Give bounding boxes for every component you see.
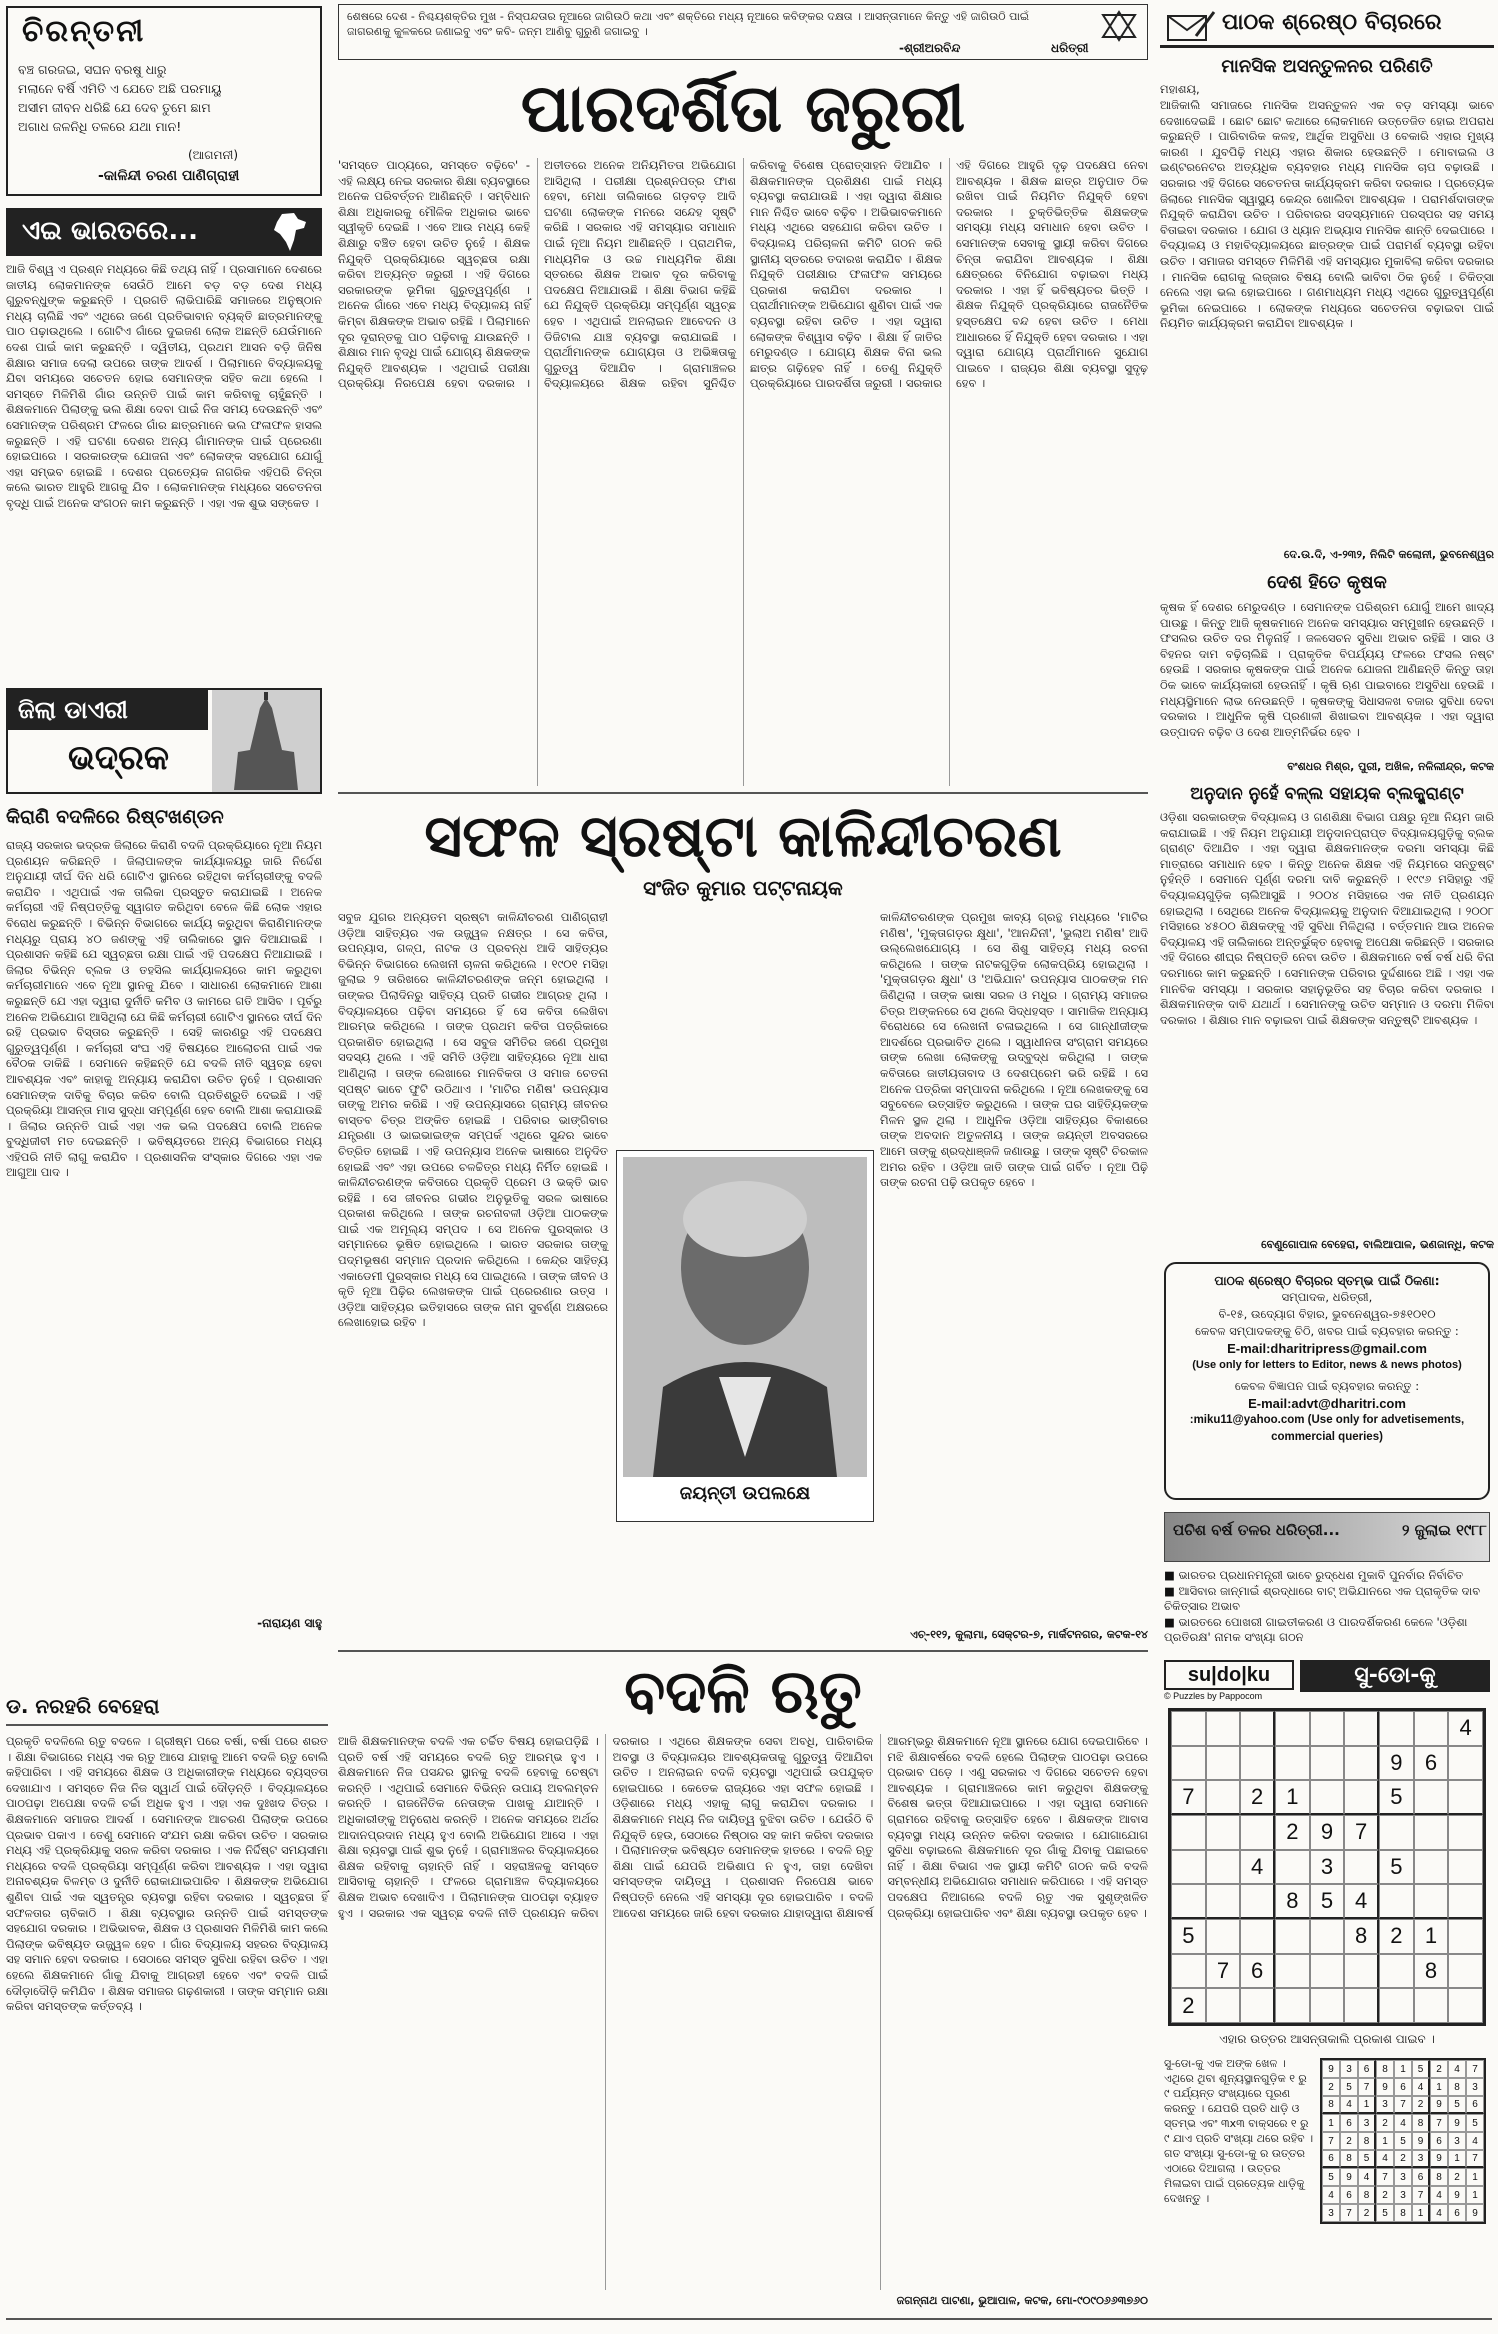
pachisa-item: ■ ଭାରତର ପ୍ରଧାନମନ୍ତ୍ରୀ ଭାବେ ରୁଦ୍ଧେଶ ମୁକାବି ପୁନର୍ବାର ନିର୍ବାଚିତ: [1164, 1568, 1464, 1582]
sudoku-answer-cell: 9: [1340, 2168, 1358, 2186]
sudoku-cell[interactable]: [1448, 1815, 1483, 1850]
sudoku-answer-cell: 7: [1466, 2150, 1484, 2168]
sudoku-answer-cell: 4: [1358, 2168, 1376, 2186]
sudoku-cell[interactable]: [1414, 1711, 1449, 1746]
address-email-3[interactable]: :miku11@yahoo.com (Use only for advetisements, commercial queries): [1189, 1414, 1465, 1443]
sudoku-answer-cell: 4: [1376, 2150, 1394, 2168]
jilla-diary-district: ଭଦ୍ରକ: [68, 738, 170, 778]
sudoku-cell[interactable]: 2: [1171, 1988, 1206, 2023]
sudoku-cell[interactable]: [1171, 1815, 1206, 1850]
sudoku-cell[interactable]: [1206, 1711, 1241, 1746]
article-1-body: 'ସମସ୍ତେ ପାଠ୍ୟରେ, ସମସ୍ତେ ବଢ଼ିବେ' - ଏହି ଲକ୍ଷ୍ୟ ନେଇ ସରକାର ଶିକ୍ଷା ବ୍ୟବସ୍ଥାରେ ଅନେକ ପରିବର୍ତ୍ତନ ଆଣିଛନ୍ତି । ସମ୍ବିଧାନ ଶିକ୍ଷା ଅଧିକାରକୁ ମୌଳିକ ଅଧିକାର ଭାବେ ସ୍ୱୀକୃତି ଦେଇଛି । ଏବେ ଆଉ ମଧ୍ୟ କେହି ଶିକ୍ଷାରୁ ବଞ୍ଚିତ ହେବା ଉଚିତ ନୁହେଁ । ଶିକ୍ଷକ ନିଯୁକ୍ତି ପ୍ରକ୍ରିୟାରେ ସ୍ୱଚ୍ଛତା ରକ୍ଷା କରିବା ଅତ୍ୟନ୍ତ ଜରୁରୀ । ଏହି ଦିଗରେ ସରକାରଙ୍କ ଭୂମିକା ଗୁରୁତ୍ୱପୂର୍ଣ୍ଣ । ଅନେକ ଗାଁରେ ଏବେ ମଧ୍ୟ ବିଦ୍ୟାଳୟ ନାହିଁ କିମ୍ବା ଶିକ୍ଷକଙ୍କ ଅଭାବ ରହିଛି । ପିଲାମାନେ ଦୂର ଦୂରାନ୍ତକୁ ପାଠ ପଢ଼ିବାକୁ ଯାଉଛନ୍ତି । ଶିକ୍ଷାର ମାନ ବୃଦ୍ଧି ପାଇଁ ଯୋଗ୍ୟ ଶିକ୍ଷକଙ୍କ ନିଯୁକ୍ତି ଆବଶ୍ୟକ । ଏଥିପାଇଁ ପରୀକ୍ଷା ପ୍ରକ୍ରିୟା ନିରପେକ୍ଷ ହେବା ଦରକାର । ଅତୀତରେ ଅନେକ ଅନିୟମିତତା ଅଭିଯୋଗ ଆସିଥିଲା । ପରୀକ୍ଷା ପ୍ରଶ୍ନପତ୍ର ଫାଶ ହେବା, ମେଧା ତାଲିକାରେ ଗଡ଼ବଡ଼ ଆଦି ଘଟଣା ଲୋକଙ୍କ ମନରେ ସନ୍ଦେହ ସୃଷ୍ଟି କରିଛି । ସରକାର ଏହି ସମସ୍ୟାର ସମାଧାନ ପାଇଁ ନୂଆ ନିୟମ ଆଣିଛନ୍ତି । ପ୍ରାଥମିକ, ମାଧ୍ୟମିକ ଓ ଉଚ୍ଚ ମାଧ୍ୟମିକ ଶିକ୍ଷା ସ୍ତରରେ ଶିକ୍ଷକ ଅଭାବ ଦୂର କରିବାକୁ ପଦକ୍ଷେପ ନିଆଯାଉଛି । ଶିକ୍ଷା ବିଭାଗ କହିଛି ଯେ ନିଯୁକ୍ତି ପ୍ରକ୍ରିୟା ସମ୍ପୂର୍ଣ୍ଣ ସ୍ୱଚ୍ଛ ହେବ । ଏଥିପାଇଁ ଅନଲାଇନ ଆବେଦନ ଓ ଡିଜିଟାଲ ଯାଞ୍ଚ ବ୍ୟବସ୍ଥା କରାଯାଇଛି । ପ୍ରାର୍ଥୀମାନଙ୍କ ଯୋଗ୍ୟତା ଓ ଅଭିଜ୍ଞତାକୁ ଗୁରୁତ୍ୱ ଦିଆଯିବ । ଗ୍ରାମାଞ୍ଚଳର ବିଦ୍ୟାଳୟରେ ଶିକ୍ଷକ ରହିବା ସୁନିଶ୍ଚିତ କରିବାକୁ ବିଶେଷ ପ୍ରୋତ୍ସାହନ ଦିଆଯିବ । ଶିକ୍ଷକମାନଙ୍କ ପ୍ରଶିକ୍ଷଣ ପାଇଁ ମଧ୍ୟ ବ୍ୟବସ୍ଥା କରାଯାଉଛି । ଏହା ଦ୍ୱାରା ଶିକ୍ଷାର ମାନ ନିଶ୍ଚିତ ଭାବେ ବଢ଼ିବ । ଅଭିଭାବକମାନେ ମଧ୍ୟ ଏଥିରେ ସହଯୋଗ କରିବା ଉଚିତ । ବିଦ୍ୟାଳୟ ପରିଚାଳନା କମିଟି ଗଠନ କରି ସ୍ଥାନୀୟ ସ୍ତରରେ ତଦାରଖ କରାଯିବ । ଶିକ୍ଷକ ନିଯୁକ୍ତି ପରୀକ୍ଷାର ଫଳାଫଳ ସମୟରେ ପ୍ରକାଶ କରାଯିବା ଦରକାର । ପ୍ରାର୍ଥୀମାନଙ୍କ ଅଭିଯୋଗ ଶୁଣିବା ପାଇଁ ଏକ ବ୍ୟବସ୍ଥା ରହିବା ଉଚିତ । ଏହା ଦ୍ୱାରା ଲୋକଙ୍କ ବିଶ୍ୱାସ ବଢ଼ିବ । ଶିକ୍ଷା ହିଁ ଜାତିର ମେରୁଦଣ୍ଡ । ଯୋଗ୍ୟ ଶିକ୍ଷକ ବିନା ଭଲ ଛାତ୍ର ଗଢ଼ିହେବ ନାହିଁ । ତେଣୁ ନିଯୁକ୍ତି ପ୍ରକ୍ରିୟାରେ ପାରଦର୍ଶିତା ଜରୁରୀ । ସରକାର ଏହି ଦିଗରେ ଆହୁରି ଦୃଢ଼ ପଦକ୍ଷେପ ନେବା ଆବଶ୍ୟକ । ଶିକ୍ଷକ ଛାତ୍ର ଅନୁପାତ ଠିକ ରଖିବା ପାଇଁ ନିୟମିତ ନିଯୁକ୍ତି ହେବା ଦରକାର । ଚୁକ୍ତିଭିତ୍ତିକ ଶିକ୍ଷକଙ୍କ ସମସ୍ୟା ମଧ୍ୟ ସମାଧାନ ହେବା ଉଚିତ । ସେମାନଙ୍କ ସେବାକୁ ସ୍ଥାୟୀ କରିବା ଦିଗରେ ଚିନ୍ତା କରାଯିବା ଆବଶ୍ୟକ । ଶିକ୍ଷା କ୍ଷେତ୍ରରେ ବିନିଯୋଗ ବଢ଼ାଇବା ମଧ୍ୟ ଦରକାର । ଏହା ହିଁ ଭବିଷ୍ୟତର ଭିତ୍ତି । ଶିକ୍ଷକ ନିଯୁକ୍ତି ପ୍ରକ୍ରିୟାରେ ରାଜନୈତିକ ହସ୍ତକ୍ଷେପ ବନ୍ଦ ହେବା ଉଚିତ । ମେଧା ଆଧାରରେ ହିଁ ନିଯୁକ୍ତି ହେବା ଦରକାର । ଏହା ଦ୍ୱାରା ଯୋଗ୍ୟ ପ୍ରାର୍ଥୀମାନେ ସୁଯୋଗ ପାଇବେ । ରାଜ୍ୟର ଶିକ୍ଷା ବ୍ୟବସ୍ଥା ସୁଦୃଢ଼ ହେବ ।: [338, 158, 1152, 391]
sudoku-answer-cell: 2: [1448, 2168, 1466, 2186]
sudoku-answer-cell: 1: [1322, 2114, 1340, 2132]
address-title: ପାଠକ ଶ୍ରେଷ୍ଠ ବିଚାରର ସ୍ତମ୍ଭ ପାଇଁ ଠିକଣା:: [1214, 1273, 1440, 1288]
sudoku-answer-cell: 8: [1376, 2060, 1394, 2078]
sudoku-cell[interactable]: [1448, 1919, 1483, 1954]
sudoku-cell[interactable]: [1448, 1988, 1483, 2023]
sudoku-cell[interactable]: [1448, 1746, 1483, 1781]
portrait-photo: [623, 1157, 867, 1477]
ei-bharatare-bar: [6, 208, 322, 256]
pathaka-signer-3: ବେଣୁଗୋପାଳ ବେହେରା, ବାଲିଆପାଳ, ଭଣଜାନ୍ଧି, କଟକ: [1261, 1238, 1494, 1251]
sudoku-cell[interactable]: [1310, 1954, 1345, 1989]
chirantani-box: [6, 6, 322, 196]
narahari-body: ଆଜି ଶିକ୍ଷକମାନଙ୍କ ବଦଳି ଏକ ଚର୍ଚ୍ଚିତ ବିଷୟ ହୋଇପଡ଼ିଛି । ପ୍ରତି ବର୍ଷ ଏହି ସମୟରେ ବଦଳି ଋତୁ ଆରମ୍ଭ ହୁଏ । ଶିକ୍ଷକମାନେ ନିଜ ପସନ୍ଦର ସ୍ଥାନକୁ ବଦଳି ହେବାକୁ ଚେଷ୍ଟା କରନ୍ତି । ଏଥିପାଇଁ ସେମାନେ ବିଭିନ୍ନ ଉପାୟ ଅବଲମ୍ବନ କରନ୍ତି । ରାଜନୈତିକ ନେତାଙ୍କ ପାଖକୁ ଯାଆନ୍ତି । ଅଧିକାରୀଙ୍କୁ ଅନୁରୋଧ କରନ୍ତି । ଅନେକ ସମୟରେ ଅର୍ଥର ଆଦାନପ୍ରଦାନ ମଧ୍ୟ ହୁଏ ବୋଲି ଅଭିଯୋଗ ଆସେ । ଏହା ଶିକ୍ଷା ବ୍ୟବସ୍ଥା ପାଇଁ ଶୁଭ ନୁହେଁ । ଗ୍ରାମାଞ୍ଚଳର ବିଦ୍ୟାଳୟରେ ଶିକ୍ଷକ ରହିବାକୁ ଚାହାନ୍ତି ନାହିଁ । ସହରାଞ୍ଚଳକୁ ସମସ୍ତେ ଆସିବାକୁ ଚାହାନ୍ତି । ଫଳରେ ଗ୍ରାମାଞ୍ଚଳ ବିଦ୍ୟାଳୟରେ ଶିକ୍ଷକ ଅଭାବ ଦେଖାଦିଏ । ପିଲାମାନଙ୍କ ପାଠପଢ଼ା ବ୍ୟାହତ ହୁଏ । ସରକାର ଏକ ସ୍ୱଚ୍ଛ ବଦଳି ନୀତି ପ୍ରଣୟନ କରିବା ଦରକାର । ଏଥିରେ ଶିକ୍ଷକଙ୍କ ସେବା ଅବଧି, ପାରିବାରିକ ଅବସ୍ଥା ଓ ବିଦ୍ୟାଳୟର ଆବଶ୍ୟକତାକୁ ଗୁରୁତ୍ୱ ଦିଆଯିବା ଉଚିତ । ଅନଲାଇନ ବଦଳି ବ୍ୟବସ୍ଥା ଏଥିପାଇଁ ଉପଯୁକ୍ତ ହୋଇପାରେ । କେତେକ ରାଜ୍ୟରେ ଏହା ସଫଳ ହୋଇଛି । ଓଡ଼ିଶାରେ ମଧ୍ୟ ଏହାକୁ ଲାଗୁ କରାଯିବା ଦରକାର । ଶିକ୍ଷକମାନେ ମଧ୍ୟ ନିଜ ଦାୟିତ୍ୱ ବୁଝିବା ଉଚିତ । ଯେଉଁଠି ବି ନିଯୁକ୍ତି ହେଉ, ସେଠାରେ ନିଷ୍ଠାର ସହ କାମ କରିବା ଦରକାର । ପିଲାମାନଙ୍କ ଭବିଷ୍ୟତ ସେମାନଙ୍କ ହାତରେ । ବଦଳି ଋତୁ ଶିକ୍ଷା ପାଇଁ ଯେପରି ଅଭିଶାପ ନ ହୁଏ, ତାହା ଦେଖିବା ସମସ୍ତଙ୍କ ଦାୟିତ୍ୱ । ପ୍ରଶାସନ ନିରପେକ୍ଷ ଭାବେ ନିଷ୍ପତ୍ତି ନେଲେ ଏହି ସମସ୍ୟା ଦୂର ହୋଇପାରିବ । ବଦଳି ଆଦେଶ ସମୟରେ ଜାରି ହେବା ଦରକାର ଯାହାଦ୍ୱାରା ଶିକ୍ଷାବର୍ଷ ଆରମ୍ଭରୁ ଶିକ୍ଷକମାନେ ନୂଆ ସ୍ଥାନରେ ଯୋଗ ଦେଇପାରିବେ । ମଝି ଶିକ୍ଷାବର୍ଷରେ ବଦଳି ହେଲେ ପିଲାଙ୍କ ପାଠପଢ଼ା ଉପରେ ପ୍ରଭାବ ପଡ଼େ । ଏଣୁ ସରକାର ଏ ଦିଗରେ ସଚେତନ ହେବା ଆବଶ୍ୟକ । ଗ୍ରାମାଞ୍ଚଳରେ କାମ କରୁଥିବା ଶିକ୍ଷକଙ୍କୁ ବିଶେଷ ଭତ୍ତା ଦିଆଯାଇପାରେ । ଏହା ଦ୍ୱାରା ସେମାନେ ଗ୍ରାମରେ ରହିବାକୁ ଉତ୍ସାହିତ ହେବେ । ଶିକ୍ଷକଙ୍କ ଆବାସ ବ୍ୟବସ୍ଥା ମଧ୍ୟ ଉନ୍ନତ କରିବା ଦରକାର । ଯୋଗାଯୋଗ ସୁବିଧା ବଢ଼ାଇଲେ ଶିକ୍ଷକମାନେ ଦୂର ଗାଁକୁ ଯିବାକୁ ପଛାଇବେ ନାହିଁ । ଶିକ୍ଷା ବିଭାଗ ଏକ ସ୍ଥାୟୀ କମିଟି ଗଠନ କରି ବଦଳି ସମ୍ବନ୍ଧୀୟ ଅଭିଯୋଗର ସମାଧାନ କରିପାରେ । ଏହି ସମସ୍ତ ପଦକ୍ଷେପ ନିଆଗଲେ ବଦଳି ଋତୁ ଏକ ସୁଶୃଙ୍ଖଳିତ ପ୍ରକ୍ରିୟା ହୋଇପାରିବ ଏବଂ ଶିକ୍ଷା ବ୍ୟବସ୍ଥା ଉପକୃତ ହେବ ।: [338, 1734, 1152, 1920]
sudoku-answer-cell: 2: [1412, 2096, 1430, 2114]
sudoku-answer-cell: 2: [1376, 2114, 1394, 2132]
article-2-body-a: ସବୁଜ ଯୁଗର ଅନ୍ୟତମ ସ୍ରଷ୍ଟା କାଳିନ୍ଦୀଚରଣ ପାଣିଗ୍ରାହୀ ଓଡ଼ିଆ ସାହିତ୍ୟର ଏକ ଉଜ୍ଜ୍ୱଳ ନକ୍ଷତ୍ର । ସେ କବିତା, ଉପନ୍ୟାସ, ଗଳ୍ପ, ନାଟକ ଓ ପ୍ରବନ୍ଧ ଆଦି ସାହିତ୍ୟର ବିଭିନ୍ନ ବିଭାଗରେ ଲେଖନୀ ଚାଳନା କରିଥିଲେ । ୧୯୦୧ ମସିହା ଜୁଲାଇ ୨ ତାରିଖରେ କାଳିନ୍ଦୀଚରଣଙ୍କ ଜନ୍ମ ହୋଇଥିଲା । ତାଙ୍କର ପିଲାଦିନରୁ ସାହିତ୍ୟ ପ୍ରତି ଗଭୀର ଆଗ୍ରହ ଥିଲା । ବିଦ୍ୟାଳୟରେ ପଢ଼ିବା ସମୟରେ ହିଁ ସେ କବିତା ଲେଖିବା ଆରମ୍ଭ କରିଥିଲେ । ତାଙ୍କ ପ୍ରଥମ କବିତା ପତ୍ରିକାରେ ପ୍ରକାଶିତ ହୋଇଥିଲା । ସେ ସବୁଜ ସମିତିର ଜଣେ ପ୍ରମୁଖ ସଦସ୍ୟ ଥିଲେ । ଏହି ସମିତି ଓଡ଼ିଆ ସାହିତ୍ୟରେ ନୂଆ ଧାରା ଆଣିଥିଲା । ତାଙ୍କ ଲେଖାରେ ମାନବିକତା ଓ ସମାଜ ଚେତନା ସ୍ପଷ୍ଟ ଭାବେ ଫୁଟି ଉଠିଥାଏ । 'ମାଟିର ମଣିଷ' ଉପନ୍ୟାସ ତାଙ୍କୁ ଅମର କରିଛି । ଏହି ଉପନ୍ୟାସରେ ଗ୍ରାମ୍ୟ ଜୀବନର ବାସ୍ତବ ଚିତ୍ର ଅଙ୍କିତ ହୋଇଛି । ପରିବାର ଭାଙ୍ଗିବାର ଯନ୍ତ୍ରଣା ଓ ଭାଇଭାଇଙ୍କ ସମ୍ପର୍କ ଏଥିରେ ସୁନ୍ଦର ଭାବେ ଚିତ୍ରିତ ହୋଇଛି । ଏହି ଉପନ୍ୟାସ ଅନେକ ଭାଷାରେ ଅନୁଦିତ ହୋଇଛି ଏବଂ ଏହା ଉପରେ ଚଳଚ୍ଚିତ୍ର ମଧ୍ୟ ନିର୍ମିତ ହୋଇଛି । କାଳିନ୍ଦୀଚରଣଙ୍କ କବିତାରେ ପ୍ରକୃତି ପ୍ରେମ ଓ ଭକ୍ତି ଭାବ ରହିଛି । ସେ ଜୀବନର ଗଭୀର ଅନୁଭୂତିକୁ ସରଳ ଭାଷାରେ ପ୍ରକାଶ କରିଥିଲେ । ତାଙ୍କ ରଚନାବଳୀ ଓଡ଼ିଆ ପାଠକଙ୍କ ପାଇଁ ଏକ ଅମୂଲ୍ୟ ସମ୍ପଦ । ସେ ଅନେକ ପୁରସ୍କାର ଓ ସମ୍ମାନରେ ଭୂଷିତ ହୋଇଥିଲେ । ଭାରତ ସରକାର ତାଙ୍କୁ ପଦ୍ମଭୂଷଣ ସମ୍ମାନ ପ୍ରଦାନ କରିଥିଲେ । କେନ୍ଦ୍ର ସାହିତ୍ୟ ଏକାଡେମୀ ପୁରସ୍କାର ମଧ୍ୟ ସେ ପାଇଥିଲେ । ତାଙ୍କ ଜୀବନ ଓ କୃତି ନୂଆ ପିଢ଼ିର ଲେଖକଙ୍କ ପାଇଁ ପ୍ରେରଣାର ଉତ୍ସ । ଓଡ଼ିଆ ସାହିତ୍ୟର ଇତିହାସରେ ତାଙ୍କ ନାମ ସୁବର୍ଣ୍ଣ ଅକ୍ଷରରେ ଲେଖାହୋଇ ରହିବ ।: [338, 910, 612, 1330]
sudoku-grid[interactable]: [1168, 1708, 1486, 2026]
sudoku-answer-cell: 7: [1466, 2060, 1484, 2078]
sudoku-answer-cell: 7: [1394, 2096, 1412, 2114]
narahari-title: ଡ. ନରହରି ବେହେରା: [6, 1694, 160, 1718]
pathaka-letter-3: ଓଡ଼ିଶା ସରକାରଙ୍କ ବିଦ୍ୟାଳୟ ଓ ଗଣଶିକ୍ଷା ବିଭାଗ ପକ୍ଷରୁ ନୂଆ ନିୟମ ଜାରି କରାଯାଇଛି । ଏହି ନିୟମ ଅନୁଯାୟୀ ଅନୁଦାନପ୍ରାପ୍ତ ବିଦ୍ୟାଳୟଗୁଡ଼ିକୁ ବ୍ଲକ ଗ୍ରାଣ୍ଟ ଦିଆଯିବ । ଏହା ଦ୍ୱାରା ଶିକ୍ଷକମାନଙ୍କ ଦରମା ସମସ୍ୟା କିଛି ମାତ୍ରାରେ ସମାଧାନ ହେବ । କିନ୍ତୁ ଅନେକ ଶିକ୍ଷକ ଏହି ନିୟମରେ ସନ୍ତୁଷ୍ଟ ନୁହଁନ୍ତି । ସେମାନେ ପୂର୍ଣ୍ଣ ଦରମା ଦାବି କରୁଛନ୍ତି । ୧୯୯୬ ମସିହାରୁ ଏହି ବିଦ୍ୟାଳୟଗୁଡ଼ିକ ଚାଲିଆସୁଛି । ୨୦୦୪ ମସିହାରେ ଏକ ନୀତି ପ୍ରଣୟନ ହୋଇଥିଲା । ସେଥିରେ ଅନେକ ବିଦ୍ୟାଳୟକୁ ଅନୁଦାନ ଦିଆଯାଇଥିଲା । ୨୦୦୮ ମସିହାରେ ୪୫୦୦ ଶିକ୍ଷକଙ୍କୁ ଏହି ସୁବିଧା ମିଳିଥିଲା । ବର୍ତ୍ତମାନ ଆଉ ଅନେକ ବିଦ୍ୟାଳୟ ଏହି ତାଲିକାରେ ଅନ୍ତର୍ଭୁକ୍ତ ହେବାକୁ ଅପେକ୍ଷା କରିଛନ୍ତି । ସରକାର ଏହି ଦିଗରେ ଶୀଘ୍ର ନିଷ୍ପତ୍ତି ନେବା ଉଚିତ । ଶିକ୍ଷକମାନେ ବର୍ଷ ବର୍ଷ ଧରି ବିନା ଦରମାରେ କାମ କରୁଛନ୍ତି । ସେମାନଙ୍କ ପରିବାର ଦୁର୍ଦ୍ଦଶାରେ ଅଛି । ଏହା ଏକ ମାନବିକ ସମସ୍ୟା । ସରକାର ସହାନୁଭୂତିର ସହ ବିଚାର କରିବା ଦରକାର । ଶିକ୍ଷକମାନଙ୍କ ଦାବି ଯଥାର୍ଥ । ସେମାନଙ୍କୁ ଉଚିତ ସମ୍ମାନ ଓ ଦରମା ମିଳିବା ଦରକାର । ଶିକ୍ଷାର ମାନ ବଢ଼ାଇବା ପାଇଁ ଶିକ୍ଷକଙ୍କ ସନ୍ତୁଷ୍ଟି ଆବଶ୍ୟକ ।: [1160, 810, 1498, 1027]
sudoku-cell[interactable]: 7: [1171, 1780, 1206, 1815]
sudoku-cell[interactable]: [1379, 1954, 1414, 1989]
pathaka-header: [1160, 4, 1494, 48]
sudoku-cell[interactable]: 7: [1206, 1954, 1241, 1989]
ei-bharatare-body: ଆଜି ବିଶ୍ୱ ଏ ପ୍ରଶ୍ନ ମଧ୍ୟରେ କିଛି ତଥ୍ୟ ନାହିଁ । ପ୍ରସାମାନେ ଦେଶରେ ଜାତୀୟ ଲୋକମାନଙ୍କ ସେଉଁଠି ଆମେ ବଡ଼ ବଡ଼ ଦେଶ ମଧ୍ୟ ଗୁରୁବନ୍ଧୁଙ୍କ କରୁଛନ୍ତି । ପ୍ରଗତି ଲାଭିପାରିଛି ସମାଜରେ ଅନୁଷ୍ଠାନ ମଧ୍ୟ ଚାଲିଛି ଏବଂ ଏଥିରେ ଜଣେ ପ୍ରତିଭାବାନ ବ୍ୟକ୍ତି ଛାତ୍ରମାନଙ୍କୁ ପାଠ ପଢ଼ାଉଥିଲେ । ଗୋଟିଏ ଗାଁରେ ଦୁଇଜଣ ଲୋକ ଅଛନ୍ତି ଯେଉଁମାନେ ଦେଶ ପାଇଁ କାମ କରୁଛନ୍ତି । ଦ୍ୱିତୀୟ, ପ୍ରଥମ ଆସନ ବଡ଼ି ଜିନିଷ ଶିକ୍ଷାର ସମାଜ ଦେଲା ଉପରେ ତାଙ୍କ ଆଦର୍ଶ । ପିଲାମାନେ ବିଦ୍ୟାଳୟକୁ ଯିବା ସମୟରେ ସଚେତନ ହୋଇ ସେମାନଙ୍କ ସହିତ କଥା ହେଲେ । ସମସ୍ତେ ମିଳିମିଶି ଗାଁର ଉନ୍ନତି ପାଇଁ କାମ କରିବାକୁ ଚାହୁଁଛନ୍ତି । ଶିକ୍ଷକମାନେ ପିଲାଙ୍କୁ ଭଲ ଶିକ୍ଷା ଦେବା ପାଇଁ ନିଜ ସମୟ ଦେଉଛନ୍ତି ଏବଂ ସେମାନଙ୍କ ପରିଶ୍ରମ ଫଳରେ ଗାଁର ଛାତ୍ରମାନେ ଭଲ ଫଳାଫଳ ହାସଲ କରୁଛନ୍ତି । ଏହି ଘଟଣା ଦେଶର ଅନ୍ୟ ଗାଁମାନଙ୍କ ପାଇଁ ପ୍ରେରଣା ହୋଇପାରେ । ସରକାରଙ୍କ ଯୋଜନା ଏବଂ ଲୋକଙ୍କ ସହଯୋଗ ଯୋଗୁଁ ଏହା ସମ୍ଭବ ହୋଇଛି । ଦେଶର ପ୍ରତ୍ୟେକ ନାଗରିକ ଏହିପରି ଚିନ୍ତା କଲେ ଭାରତ ଆହୁରି ଆଗକୁ ଯିବ । ଲୋକମାନଙ୍କ ମଧ୍ୟରେ ସଚେତନତା ବୃଦ୍ଧି ପାଇଁ ଅନେକ ସଂଗଠନ କାମ କରୁଛନ୍ତି । ଏହା ଏକ ଶୁଭ ସଙ୍କେତ ।: [6, 262, 326, 510]
sudoku-header: [1164, 1660, 1490, 1702]
sudoku-cell[interactable]: [1344, 1711, 1379, 1746]
sudoku-cell[interactable]: [1240, 1919, 1275, 1954]
sudoku-cell[interactable]: 2: [1275, 1815, 1310, 1850]
sudoku-cell[interactable]: 3: [1310, 1850, 1345, 1885]
sudoku-answer-cell: 5: [1358, 2150, 1376, 2168]
top-quote-box: [338, 4, 1148, 60]
sudoku-answer-cell: 1: [1358, 2096, 1376, 2114]
sudoku-answer-cell: 7: [1340, 2204, 1358, 2222]
sudoku-answer-cell: 2: [1358, 2204, 1376, 2222]
sudoku-cell[interactable]: [1414, 1780, 1449, 1815]
sudoku-cell[interactable]: [1379, 1988, 1414, 2023]
sudoku-answer-cell: 8: [1358, 2132, 1376, 2150]
sudoku-answer-cell: 9: [1448, 2114, 1466, 2132]
kirani-body: ରାଜ୍ୟ ସରକାର ଭଦ୍ରକ ଜିଲାରେ କିରାଣି ବଦଳି ପ୍ରକ୍ରିୟାରେ ନୂଆ ନିୟମ ପ୍ରଣୟନ କରିଛନ୍ତି । ଜିଲାପାଳଙ୍କ କାର୍ଯ୍ୟାଳୟରୁ ଜାରି ନିର୍ଦ୍ଦେଶ ଅନୁଯାୟୀ ଦୀର୍ଘ ଦିନ ଧରି ଗୋଟିଏ ସ୍ଥାନରେ ରହିଥିବା କର୍ମଚାରୀଙ୍କୁ ବଦଳି କରାଯିବ । ଏଥିପାଇଁ ଏକ ତାଲିକା ପ୍ରସ୍ତୁତ କରାଯାଇଛି । ଅନେକ କର୍ମଚାରୀ ଏହି ନିଷ୍ପତ୍ତିକୁ ସ୍ୱାଗତ କରିଥିବା ବେଳେ କିଛି ଲୋକ ଏହାର ବିରୋଧ କରୁଛନ୍ତି । ବିଭିନ୍ନ ବିଭାଗରେ କାର୍ଯ୍ୟ କରୁଥିବା କିରାଣିମାନଙ୍କ ମଧ୍ୟରୁ ପ୍ରାୟ ୪୦ ଜଣଙ୍କୁ ଏହି ତାଲିକାରେ ସ୍ଥାନ ଦିଆଯାଇଛି । ପ୍ରଶାସନ କହିଛି ଯେ ସ୍ୱଚ୍ଛତା ରକ୍ଷା ପାଇଁ ଏହି ପଦକ୍ଷେପ ନିଆଯାଇଛି । ଜିଲାର ବିଭିନ୍ନ ବ୍ଲକ ଓ ତହସିଲ କାର୍ଯ୍ୟାଳୟରେ କାମ କରୁଥିବା କର୍ମଚାରୀମାନେ ଏବେ ନୂଆ ସ୍ଥାନକୁ ଯିବେ । ସାଧାରଣ ଲୋକମାନେ ଆଶା କରୁଛନ୍ତି ଯେ ଏହା ଦ୍ୱାରା ଦୁର୍ନୀତି କମିବ ଓ କାମରେ ଗତି ଆସିବ । ପୂର୍ବରୁ ଅନେକ ଅଭିଯୋଗ ଆସିଥିଲା ଯେ କିଛି କର୍ମଚାରୀ ଗୋଟିଏ ସ୍ଥାନରେ ଦୀର୍ଘ ଦିନ ରହି ପ୍ରଭାବ ବିସ୍ତାର କରୁଛନ୍ତି । ସେହି କାରଣରୁ ଏହି ପଦକ୍ଷେପ ଗୁରୁତ୍ୱପୂର୍ଣ୍ଣ । କର୍ମଚାରୀ ସଂଘ ଏହି ବିଷୟରେ ଆଲୋଚନା ପାଇଁ ଏକ ବୈଠକ ଡାକିଛି । ସେମାନେ କହିଛନ୍ତି ଯେ ବଦଳି ନୀତି ସ୍ୱଚ୍ଛ ହେବା ଆବଶ୍ୟକ ଏବଂ କାହାକୁ ଅନ୍ୟାୟ କରାଯିବା ଉଚିତ ନୁହେଁ । ପ୍ରଶାସନ ସେମାନଙ୍କ ଦାବିକୁ ବିଚାର କରିବ ବୋଲି ପ୍ରତିଶ୍ରୁତି ଦେଇଛି । ଏହି ପ୍ରକ୍ରିୟା ଆସନ୍ତା ମାସ ସୁଦ୍ଧା ସମ୍ପୂର୍ଣ୍ଣ ହେବ ବୋଲି ଆଶା କରାଯାଉଛି । ଜିଲାର ଉନ୍ନତି ପାଇଁ ଏହା ଏକ ଭଲ ପଦକ୍ଷେପ ବୋଲି ଅନେକ ବୁଦ୍ଧିଜୀବୀ ମତ ଦେଇଛନ୍ତି । ଭବିଷ୍ୟତରେ ଅନ୍ୟ ବିଭାଗରେ ମଧ୍ୟ ଏହିପରି ନୀତି ଲାଗୁ କରାଯିବ । ପ୍ରଶାସନିକ ସଂସ୍କାର ଦିଗରେ ଏହା ଏକ ଆଗୁଆ ପାଦ ।: [6, 838, 326, 1180]
sudoku-cell[interactable]: [1310, 1919, 1345, 1954]
sudoku-answer-cell: 2: [1430, 2060, 1448, 2078]
pathaka-subtitle-2: ଦେଶ ହିତେ କୃଷକ: [1267, 572, 1387, 593]
sudoku-answer-cell: 1: [1466, 2168, 1484, 2186]
sudoku-answer-cell: 8: [1412, 2114, 1430, 2132]
address-box: [1164, 1262, 1490, 1500]
sudoku-title: ସୁ-ଡୋ-କୁ: [1300, 1660, 1490, 1692]
pathaka-subtitle-3: ଅନୁଦାନ ନୁହେଁ ବଳ୍ଲ ସହାୟକ ବ୍ଲକ୍ଗ୍ରାଣ୍ଟ: [1190, 784, 1464, 804]
sudoku-answer-cell: 7: [1322, 2132, 1340, 2150]
sudoku-answer-cell: 3: [1466, 2078, 1484, 2096]
sudoku-answer-cell: 7: [1412, 2186, 1430, 2204]
pachisa-date: ୨ ଜୁଲାଇ ୧୯୮୮: [1401, 1521, 1487, 1539]
sudoku-cell[interactable]: [1379, 1884, 1414, 1919]
chirantani-source: (ଆଗମନୀ): [188, 148, 239, 162]
sudoku-cell[interactable]: [1414, 1815, 1449, 1850]
sudoku-cell[interactable]: [1275, 1919, 1310, 1954]
sudoku-cell[interactable]: 6: [1414, 1746, 1449, 1781]
sudoku-cell[interactable]: 4: [1240, 1850, 1275, 1885]
sudoku-answer-cell: 2: [1376, 2186, 1394, 2204]
sudoku-cell[interactable]: [1206, 1815, 1241, 1850]
sudoku-cell[interactable]: [1275, 1746, 1310, 1781]
sudoku-answer-cell: 5: [1412, 2060, 1430, 2078]
sudoku-answer-cell: 8: [1340, 2150, 1358, 2168]
top-quote-text: ଶେଷରେ ଦେଶ - ନିଶ୍ଚୟଶକ୍ତିର ମୁଖ - ନିସ୍ପନ୍ଦତାର ନୂଆରେ ଜାଗିଉଠି କଥା ଏବଂ ଶକ୍ତିରେ ମଧ୍ୟ ନୂଆରେ କବିଙ୍କର ଦକ୍ଷତା । ଆସନ୍ତାମାନେ କିନ୍ତୁ ଏହି ଜାଗିଉଠି ପାଇଁ ଜାଗରଣକୁ କୁଳକରେ ଜଣାଇବୁ ଏବଂ କବି- ଜନ୍ମ ଆଣିବୁ ଗୁରୁଣି ଜଗାଇବୁ ।: [347, 10, 1030, 38]
envelope-pen-icon: [1166, 10, 1216, 42]
sudoku-cell[interactable]: [1171, 1954, 1206, 1989]
sudoku-answer-cell: 9: [1430, 2150, 1448, 2168]
sudoku-cell[interactable]: [1206, 1884, 1241, 1919]
sudoku-cell[interactable]: 6: [1240, 1954, 1275, 1989]
sudoku-answer-cell: 3: [1394, 2168, 1412, 2186]
pachisa-banner: [1164, 1512, 1490, 1562]
sudoku-cell[interactable]: [1240, 1815, 1275, 1850]
sudoku-answer-cell: 4: [1466, 2132, 1484, 2150]
headline-2: ସଫଳ ସ୍ରଷ୍ଟା କାଳିନ୍ଦୀଚରଣ: [424, 802, 1062, 870]
article-2-address: ଏଚ୍-୧୧୨, କୁଲାମା, ସେକ୍ଟର-୭, ମାର୍କଟନଗର, କଟକ-୧୪: [910, 1628, 1148, 1641]
sudoku-answer-cell: 4: [1430, 2204, 1448, 2222]
sudoku-cell[interactable]: 9: [1310, 1815, 1345, 1850]
sudoku-cell[interactable]: [1448, 1884, 1483, 1919]
sudoku-answer-cell: 1: [1412, 2204, 1430, 2222]
sudoku-answer-cell: 1: [1394, 2060, 1412, 2078]
sudoku-cell[interactable]: [1240, 1711, 1275, 1746]
pachisa-item: ■ ଭାରତରେ ପୋଖରୀ ଗାଇତୀକରଣ ଓ ପାରଦର୍ଶିକରଣ କେଳେ 'ଓଡ଼ିଶା ପ୍ରତିରକ୍ଷ' ନାମକ ସଂଖ୍ୟା ଗଠନ: [1164, 1614, 1468, 1644]
sudoku-answer-cell: 8: [1322, 2096, 1340, 2114]
sudoku-cell[interactable]: 5: [1310, 1884, 1345, 1919]
pathaka-subtitle-1: ମାନସିକ ଅସନ୍ତୁଳନର ପରିଣତି: [1221, 56, 1433, 77]
sudoku-cell[interactable]: 5: [1379, 1850, 1414, 1885]
sudoku-cell[interactable]: [1310, 1988, 1345, 2023]
sudoku-answer-cell: 9: [1430, 2096, 1448, 2114]
sudoku-answer-cell: 3: [1412, 2150, 1430, 2168]
sudoku-cell[interactable]: [1344, 1954, 1379, 1989]
pathaka-letter-1: ଆଜିକାଲି ସମାଜରେ ମାନସିକ ଅସନ୍ତୁଳନ ଏକ ବଡ଼ ସମସ୍ୟା ଭାବେ ଦେଖାଦେଇଛି । ଛୋଟ ଛୋଟ କଥାରେ ଲୋକମାନେ ଉତ୍ତେଜିତ ହୋଇ ଅପରାଧ କରୁଛନ୍ତି । ପାରିବାରିକ କଳହ, ଆର୍ଥିକ ଅସୁବିଧା ଓ ବେକାରି ଏହାର ମୁଖ୍ୟ କାରଣ । ଯୁବପିଢ଼ି ମଧ୍ୟ ଏହାର ଶିକାର ହେଉଛନ୍ତି । ମୋବାଇଲ ଓ ଇଣ୍ଟରନେଟର ଅତ୍ୟଧିକ ବ୍ୟବହାର ମଧ୍ୟ ମାନସିକ ଚାପ ବଢ଼ାଉଛି । ସରକାର ଏହି ଦିଗରେ ସଚେତନତା କାର୍ଯ୍ୟକ୍ରମ କରିବା ଦରକାର । ପ୍ରତ୍ୟେକ ଜିଲାରେ ମାନସିକ ସ୍ୱାସ୍ଥ୍ୟ କେନ୍ଦ୍ର ଖୋଲିବା ଆବଶ୍ୟକ । ପରାମର୍ଶଦାତାଙ୍କ ନିଯୁକ୍ତି କରାଯିବା ଉଚିତ । ପରିବାରର ସଦସ୍ୟମାନେ ପରସ୍ପର ସହ ସମୟ ବିତାଇବା ଦରକାର । ଯୋଗ ଓ ଧ୍ୟାନ ଅଭ୍ୟାସ ମାନସିକ ଶାନ୍ତି ଦେଇପାରେ । ବିଦ୍ୟାଳୟ ଓ ମହାବିଦ୍ୟାଳୟରେ ଛାତ୍ରଙ୍କ ପାଇଁ ପରାମର୍ଶ ବ୍ୟବସ୍ଥା ରହିବା ଉଚିତ । ସମାଜର ସମସ୍ତେ ମିଳିମିଶି ଏହି ସମସ୍ୟାର ମୁକାବିଲା କରିବା ଦରକାର । ମାନସିକ ରୋଗକୁ ଲଜ୍ଜାର ବିଷୟ ବୋଲି ଭାବିବା ଠିକ ନୁହେଁ । ଚିକିତ୍ସା ନେଲେ ଏହା ଭଲ ହୋଇପାରେ । ଗଣମାଧ୍ୟମ ମଧ୍ୟ ଏଥିରେ ଗୁରୁତ୍ୱପୂର୍ଣ୍ଣ ଭୂମିକା ନେଇପାରେ । ଲୋକଙ୍କ ମଧ୍ୟରେ ସଚେତନତା ବଢ଼ାଇବା ପାଇଁ ନିୟମିତ କାର୍ଯ୍ୟକ୍ରମ କରାଯିବା ଆବଶ୍ୟକ ।: [1160, 98, 1498, 331]
address-line-4: କେବଳ ବିଜ୍ଞାପନ ପାଇଁ ବ୍ୟବହାର କରନ୍ତୁ :: [1234, 1379, 1420, 1393]
sudoku-answer-cell: 1: [1376, 2132, 1394, 2150]
sudoku-answer-cell: 3: [1448, 2132, 1466, 2150]
narahari-side: ପ୍ରକୃତି ବଦଳିଲେ ଋତୁ ବଦଳେ । ଗ୍ରୀଷ୍ମ ପରେ ବର୍ଷା, ବର୍ଷା ପରେ ଶରତ । ଶିକ୍ଷା ବିଭାଗରେ ମଧ୍ୟ ଏକ ଋତୁ ଆସେ ଯାହାକୁ ଆମେ ବଦଳି ଋତୁ ବୋଲି କହିପାରିବା । ଏହି ସମୟରେ ଶିକ୍ଷକ ଓ ଅଧିକାରୀଙ୍କ ମଧ୍ୟରେ ବ୍ୟସ୍ତତା ଦେଖାଯାଏ । ସମସ୍ତେ ନିଜ ନିଜ ସ୍ୱାର୍ଥ ପାଇଁ ଦୌଡ଼ନ୍ତି । ବିଦ୍ୟାଳୟରେ ପାଠପଢ଼ା ଅପେକ୍ଷା ବଦଳି ଚର୍ଚ୍ଚା ଅଧିକ ହୁଏ । ଏହା ଏକ ଦୁଃଖଦ ଚିତ୍ର । ଶିକ୍ଷକମାନେ ସମାଜର ଆଦର୍ଶ । ସେମାନଙ୍କ ଆଚରଣ ପିଲାଙ୍କ ଉପରେ ପ୍ରଭାବ ପକାଏ । ତେଣୁ ସେମାନେ ସଂଯମ ରକ୍ଷା କରିବା ଉଚିତ । ସରକାର ମଧ୍ୟ ଏହି ପ୍ରକ୍ରିୟାକୁ ସରଳ କରିବା ଦରକାର । ଏକ ନିର୍ଦ୍ଦିଷ୍ଟ ସମୟସୀମା ମଧ୍ୟରେ ବଦଳି ପ୍ରକ୍ରିୟା ସମ୍ପୂର୍ଣ୍ଣ କରିବା ଆବଶ୍ୟକ । ଏହା ଦ୍ୱାରା ଅନାବଶ୍ୟକ ବିଳମ୍ବ ଓ ଦୁର୍ନୀତି ରୋକାଯାଇପାରିବ । ଶିକ୍ଷକଙ୍କ ଅଭିଯୋଗ ଶୁଣିବା ପାଇଁ ଏକ ସ୍ୱତନ୍ତ୍ର ବ୍ୟବସ୍ଥା ରହିବା ଦରକାର । ସ୍ୱଚ୍ଛତା ହିଁ ସଫଳତାର ଚାବିକାଠି । ଶିକ୍ଷା ବ୍ୟବସ୍ଥାର ଉନ୍ନତି ପାଇଁ ସମସ୍ତଙ୍କ ସହଯୋଗ ଦରକାର । ଅଭିଭାବକ, ଶିକ୍ଷକ ଓ ପ୍ରଶାସନ ମିଳିମିଶି କାମ କଲେ ପିଲାଙ୍କ ଭବିଷ୍ୟତ ଉଜ୍ଜ୍ୱଳ ହେବ । ଗାଁର ବିଦ୍ୟାଳୟ ସହରର ବିଦ୍ୟାଳୟ ସହ ସମାନ ହେବା ଦରକାର । ସେଠାରେ ସମସ୍ତ ସୁବିଧା ରହିବା ଉଚିତ । ଏହା ହେଲେ ଶିକ୍ଷକମାନେ ଗାଁକୁ ଯିବାକୁ ଆଗ୍ରହୀ ହେବେ ଏବଂ ବଦଳି ପାଇଁ ଦୌଡ଼ାଦୌଡ଼ି କମିଯିବ । ଶିକ୍ଷକ ସମାଜର ଗଢ଼ଣକାରୀ । ତାଙ୍କ ସମ୍ମାନ ରକ୍ଷା କରିବା ସମସ୍ତଙ୍କ କର୍ତ୍ତବ୍ୟ ।: [6, 1734, 332, 2014]
sudoku-answer-cell: 2: [1322, 2078, 1340, 2096]
sudoku-answer-cell: 4: [1322, 2186, 1340, 2204]
sudoku-cell[interactable]: 2: [1379, 1919, 1414, 1954]
sudoku-cell[interactable]: 8: [1344, 1919, 1379, 1954]
pachisa-item: ■ ଆସିବାର ଜାନ୍ମାଇଁ ଶ୍ରଦ୍ଧାରେ ବାଟ୍ ଅଭିଯାନରେ ଏକ ପ୍ରାକୃତିକ ଦାବ ଚିକିତ୍ସାର ଅଭାବ: [1164, 1583, 1481, 1613]
sudoku-answer-cell: 5: [1448, 2096, 1466, 2114]
sudoku-answer-cell: 9: [1466, 2204, 1484, 2222]
sudoku-cell[interactable]: [1379, 1815, 1414, 1850]
sudoku-answer-cell: 1: [1466, 2186, 1484, 2204]
chirantani-poem: ବଞ୍ଚ ଗରଜଇ, ସଘନ ବରଷୁ ଧାରୁ ମଲାନେ ବର୍ଷି ଏମିତି ଏ ଯେତେ ଅଛି ପରମାୟୁ ଅସୀମ ଜୀବନ ଧରିଛି ଯେ ଦେବ ତୁମେ ଛାମ ଅଗାଧ ଜଳନିଧି ତଳରେ ଯଥା ମାନ!: [18, 62, 222, 134]
sudoku-answer-cell: 7: [1430, 2114, 1448, 2132]
sudoku-answer-cell: 4: [1430, 2186, 1448, 2204]
temple-image: [212, 690, 320, 792]
sudoku-answer-cell: 2: [1340, 2132, 1358, 2150]
sudoku-rules: ସୁ-ଡୋ-କୁ ଏକ ଅଙ୍କ ଖେଳ । ଏଥିରେ ଥିବା ଶୂନ୍ୟସ୍ଥାନଗୁଡ଼ିକ ୧ ରୁ ୯ ପର୍ଯ୍ୟନ୍ତ ସଂଖ୍ୟାରେ ପୂରଣ କରନ୍ତୁ । ଯେପରି ପ୍ରତି ଧାଡ଼ି ଓ ସ୍ତମ୍ଭ ଏବଂ ୩x୩ ବାକ୍ସରେ ୧ ରୁ ୯ ଯାଏ ପ୍ରତି ସଂଖ୍ୟା ଥରେ ରହିବ । ଗତ ସଂଖ୍ୟା ସୁ-ଡୋ-କୁ ର ଉତ୍ତର ଏଠାରେ ଦିଆଗଲା । ଉତ୍ତର ମିଳାଇବା ପାଇଁ ପ୍ରତ୍ୟେକ ଧାଡ଼ିକୁ ଦେଖନ୍ତୁ ।: [1164, 2057, 1314, 2205]
sudoku-cell[interactable]: [1414, 1884, 1449, 1919]
pathaka-signer-2: ବଂଶଧର ମିଶ୍ର, ପୁରୀ, ଅଖିଳ, ନଳିଲୀନ୍ଦ୍ର, କଟକ: [1287, 760, 1494, 773]
sudoku-cell[interactable]: 1: [1275, 1780, 1310, 1815]
sudoku-cell[interactable]: [1275, 1711, 1310, 1746]
india-map-icon: [268, 210, 312, 254]
sudoku-answer-cell: 6: [1448, 2204, 1466, 2222]
sudoku-cell[interactable]: 8: [1414, 1954, 1449, 1989]
sudoku-answer-cell: 9: [1412, 2132, 1430, 2150]
sudoku-answer-cell: 8: [1394, 2204, 1412, 2222]
sudoku-cell[interactable]: [1448, 1954, 1483, 1989]
narahari-address: ଜଗନ୍ନାଥ ପାଟଣା, ଭୁଆପାଳ, କଟକ, ମୋ-୯୦୯୦୬୬୩୭୬୦: [896, 2294, 1148, 2307]
sudoku-answer-cell: 9: [1448, 2186, 1466, 2204]
sudoku-cell[interactable]: [1275, 1850, 1310, 1885]
sudoku-answer-cell: 6: [1322, 2150, 1340, 2168]
sudoku-answer-cell: 6: [1430, 2132, 1448, 2150]
kirani-title: କିରାଣି ବଦଳିରେ ରିଷ୍ଟଖଣ୍ଡନ: [6, 806, 224, 828]
pachisa-label: ପଚିଶ ବର୍ଷ ତଳର ଧରିତ୍ରୀ...: [1173, 1521, 1340, 1539]
sudoku-answer-cell: 2: [1394, 2150, 1412, 2168]
sudoku-answer-cell: 8: [1448, 2078, 1466, 2096]
address-line-3: କେବଳ ସମ୍ପାଦକଙ୍କୁ ଚିଠି, ଖବର ପାଇଁ ବ୍ୟବହାର କରନ୍ତୁ :: [1195, 1324, 1459, 1338]
sudoku-cell[interactable]: [1310, 1746, 1345, 1781]
sudoku-cell[interactable]: [1344, 1988, 1379, 2023]
photo-frame: [616, 1150, 874, 1522]
sudoku-answer-cell: 1: [1430, 2078, 1448, 2096]
sudoku-answer-cell: 5: [1466, 2114, 1484, 2132]
sudoku-answer-note: ଏହାର ଉତ୍ତର ଆସନ୍ତାକାଲି ପ୍ରକାଶ ପାଇବ ।: [1219, 2032, 1435, 2046]
sudoku-cell[interactable]: [1275, 1954, 1310, 1989]
sudoku-answer-cell: 7: [1376, 2168, 1394, 2186]
address-note-1: (Use only for letters to Editor, news & news photos): [1192, 1359, 1462, 1371]
divider-1: [338, 792, 1148, 794]
top-quote-logo: ଧରିତ୍ରୀ: [1051, 41, 1089, 55]
sudoku-cell[interactable]: [1206, 1850, 1241, 1885]
sudoku-cell[interactable]: [1206, 1919, 1241, 1954]
sudoku-cell[interactable]: 7: [1344, 1815, 1379, 1850]
star-of-david-icon: [1099, 11, 1139, 41]
sudoku-cell[interactable]: 1: [1414, 1919, 1449, 1954]
sudoku-cell[interactable]: [1240, 1988, 1275, 2023]
sudoku-answer-cell: 6: [1466, 2096, 1484, 2114]
pathaka-signer-1: ଦେ.ଉ.ଦି, ଏ-୨୩୨, ନିଲିଟି କଲୋନୀ, ଭୁବନେଶ୍ୱର: [1283, 548, 1494, 561]
top-quote-author: -ଶ୍ରୀଅରବିନ୍ଦ: [899, 41, 961, 55]
sudoku-credit: © Puzzles by Pappocom: [1164, 1691, 1263, 1701]
sudoku-cell[interactable]: [1414, 1988, 1449, 2023]
sudoku-cell[interactable]: [1379, 1711, 1414, 1746]
byline-2: ସଂଜିତ କୁମାର ପଟ୍ଟନାୟକ: [643, 876, 843, 900]
sudoku-answer-cell: 5: [1394, 2132, 1412, 2150]
sudoku-cell[interactable]: [1344, 1746, 1379, 1781]
sudoku-answer-cell: 8: [1358, 2186, 1376, 2204]
sudoku-answer-cell: 6: [1394, 2078, 1412, 2096]
sudoku-cell[interactable]: [1310, 1780, 1345, 1815]
sudoku-cell[interactable]: [1448, 1850, 1483, 1885]
sudoku-cell[interactable]: [1310, 1711, 1345, 1746]
photo-caption: ଜୟନ୍ତୀ ଉପଲକ୍ଷେ: [679, 1483, 811, 1504]
chirantani-title: ଚିରନ୍ତନୀ: [22, 14, 146, 49]
sudoku-cell[interactable]: 2: [1240, 1780, 1275, 1815]
sudoku-cell[interactable]: [1414, 1850, 1449, 1885]
sudoku-answer-cell: 3: [1340, 2060, 1358, 2078]
sudoku-answer-cell: 3: [1322, 2204, 1340, 2222]
sudoku-answer-cell: 4: [1394, 2114, 1412, 2132]
sudoku-cell[interactable]: [1171, 1746, 1206, 1781]
chirantani-author: -କାଳିନ୍ଦୀ ଚରଣ ପାଣିଗ୍ରାହୀ: [98, 168, 240, 184]
sudoku-cell[interactable]: [1206, 1746, 1241, 1781]
sudoku-answer-cell: 4: [1340, 2096, 1358, 2114]
headline-1: ପାରଦର୍ଶିତା ଜରୁରୀ: [520, 70, 966, 147]
sudoku-answer-cell: 4: [1412, 2078, 1430, 2096]
sudoku-logo: su|do|ku: [1164, 1660, 1294, 1690]
address-line-1: ସମ୍ପାଦକ, ଧରିତ୍ରୀ,: [1281, 1290, 1373, 1304]
sudoku-cell[interactable]: [1171, 1711, 1206, 1746]
sudoku-answer-cell: 5: [1340, 2078, 1358, 2096]
sudoku-cell[interactable]: [1240, 1884, 1275, 1919]
sudoku-answer-cell: 9: [1322, 2060, 1340, 2078]
address-email-1[interactable]: E-mail:dharitripress@gmail.com: [1227, 1341, 1427, 1356]
pathaka-salutation: ମହାଶୟ,: [1160, 82, 1200, 96]
sudoku-answer-cell: 5: [1376, 2204, 1394, 2222]
sudoku-answer-cell: 4: [1448, 2060, 1466, 2078]
sudoku-answer-cell: 3: [1394, 2186, 1412, 2204]
pachisa-items: [1164, 1568, 1490, 1646]
jilla-diary-box: [6, 688, 322, 794]
sudoku-cell[interactable]: [1344, 1850, 1379, 1885]
sudoku-cell[interactable]: 5: [1379, 1780, 1414, 1815]
sudoku-answer-cell: 3: [1358, 2114, 1376, 2132]
sudoku-cell[interactable]: [1275, 1988, 1310, 2023]
sudoku-cell[interactable]: 9: [1379, 1746, 1414, 1781]
sudoku-answer-cell: 8: [1430, 2168, 1448, 2186]
sudoku-cell[interactable]: [1171, 1850, 1206, 1885]
sudoku-cell[interactable]: [1448, 1780, 1483, 1815]
sudoku-cell[interactable]: 5: [1171, 1919, 1206, 1954]
narahari-rule: [6, 1724, 328, 1726]
sudoku-answer-cell: 6: [1340, 2186, 1358, 2204]
pathaka-letter-2: କୃଷକ ହିଁ ଦେଶର ମେରୁଦଣ୍ଡ । ସେମାନଙ୍କ ପରିଶ୍ରମ ଯୋଗୁଁ ଆମେ ଖାଦ୍ୟ ପାଉଛୁ । କିନ୍ତୁ ଆଜି କୃଷକମାନେ ଅନେକ ସମସ୍ୟାର ସମ୍ମୁଖୀନ ହେଉଛନ୍ତି । ଫସଲର ଉଚିତ ଦର ମିଳୁନାହିଁ । ଜଳସେଚନ ସୁବିଧା ଅଭାବ ରହିଛି । ସାର ଓ ବିହନର ଦାମ ବଢ଼ିଚାଲିଛି । ପ୍ରାକୃତିକ ବିପର୍ଯ୍ୟୟ ଫଳରେ ଫସଲ ନଷ୍ଟ ହେଉଛି । ସରକାର କୃଷକଙ୍କ ପାଇଁ ଅନେକ ଯୋଜନା ଆଣିଛନ୍ତି କିନ୍ତୁ ତାହା ଠିକ ଭାବେ କାର୍ଯ୍ୟକାରୀ ହେଉନାହିଁ । କୃଷି ଋଣ ପାଇବାରେ ଅସୁବିଧା ହେଉଛି । ମଧ୍ୟସ୍ଥିମାନେ ଲାଭ ନେଉଛନ୍ତି । କୃଷକଙ୍କୁ ସିଧାସଳଖ ବଜାର ସୁବିଧା ଦେବା ଦରକାର । ଆଧୁନିକ କୃଷି ପ୍ରଣାଳୀ ଶିଖାଇବା ଆବଶ୍ୟକ । ଏହା ଦ୍ୱାରା ଉତ୍ପାଦନ ବଢ଼ିବ ଓ ଦେଶ ଆତ୍ମନିର୍ଭର ହେବ ।: [1160, 600, 1498, 739]
pathaka-title: ପାଠକ ଶ୍ରେଷ୍ଠ ବିଚାରରେ: [1222, 10, 1442, 35]
sudoku-cell[interactable]: 8: [1275, 1884, 1310, 1919]
sudoku-answer-cell: 9: [1376, 2078, 1394, 2096]
ei-bharatare-title: ଏଇ ଭାରତରେ...: [22, 216, 198, 246]
sudoku-cell[interactable]: 4: [1344, 1884, 1379, 1919]
sudoku-answer-cell: 3: [1376, 2096, 1394, 2114]
sudoku-cell[interactable]: 4: [1448, 1711, 1483, 1746]
sudoku-answer-grid: [1320, 2058, 1486, 2224]
address-email-2[interactable]: E-mail:advt@dharitri.com: [1248, 1396, 1406, 1411]
sudoku-answer-cell: 6: [1358, 2060, 1376, 2078]
article-2-body-b: କାଳିନ୍ଦୀଚରଣଙ୍କ ପ୍ରମୁଖ କାବ୍ୟ ଗ୍ରନ୍ଥ ମଧ୍ୟରେ 'ମାଟିର ମଣିଷ', 'ମୁକ୍ତାଗଡ଼ର କ୍ଷୁଧା', 'ଆନନ୍ଦିନୀ', 'ଭୁଲାଅ ମଣିଷ' ଆଦି ଉଲ୍ଲେଖଯୋଗ୍ୟ । ସେ ଶିଶୁ ସାହିତ୍ୟ ମଧ୍ୟ ରଚନା କରିଥିଲେ । ତାଙ୍କ ନାଟକଗୁଡ଼ିକ ଲୋକପ୍ରିୟ ହୋଇଥିଲା । 'ମୁକ୍ତାଗଡ଼ର କ୍ଷୁଧା' ଓ 'ଅଭିଯାନ' ଉପନ୍ୟାସ ପାଠକଙ୍କ ମନ ଜିଣିଥିଲା । ତାଙ୍କ ଭାଷା ସରଳ ଓ ମଧୁର । ଗ୍ରାମ୍ୟ ସମାଜର ଚିତ୍ର ଅଙ୍କନରେ ସେ ଥିଲେ ସିଦ୍ଧହସ୍ତ । ସାମାଜିକ ଅନ୍ୟାୟ ବିରୋଧରେ ସେ ଲେଖନୀ ଚଳାଇଥିଲେ । ସେ ଗାନ୍ଧୀଜୀଙ୍କ ଆଦର୍ଶରେ ପ୍ରଭାବିତ ଥିଲେ । ସ୍ୱାଧୀନତା ସଂଗ୍ରାମ ସମୟରେ ତାଙ୍କ ଲେଖା ଲୋକଙ୍କୁ ଉଦ୍ବୁଦ୍ଧ କରିଥିଲା । ତାଙ୍କ କବିତାରେ ଜାତୀୟତାବାଦ ଓ ଦେଶପ୍ରେମ ଭରି ରହିଛି । ସେ ଅନେକ ପତ୍ରିକା ସମ୍ପାଦନା କରିଥିଲେ । ନୂଆ ଲେଖକଙ୍କୁ ସେ ସବୁବେଳେ ଉତ୍ସାହିତ କରୁଥିଲେ । ତାଙ୍କ ଘର ସାହିତ୍ୟିକଙ୍କ ମିଳନ ସ୍ଥଳ ଥିଲା । ଆଧୁନିକ ଓଡ଼ିଆ ସାହିତ୍ୟର ବିକାଶରେ ତାଙ୍କ ଅବଦାନ ଅତୁଳନୀୟ । ତାଙ୍କ ଜୟନ୍ତୀ ଅବସରରେ ଆମେ ତାଙ୍କୁ ଶ୍ରଦ୍ଧାଞ୍ଜଳି ଜଣାଉଛୁ । ତାଙ୍କ ସୃଷ୍ଟି ଚିରକାଳ ଅମର ରହିବ । ଓଡ଼ିଆ ଜାତି ତାଙ୍କ ପାଇଁ ଗର୍ବିତ । ନୂଆ ପିଢ଼ି ତାଙ୍କ ରଚନା ପଢ଼ି ଉପକୃତ ହେବେ ।: [880, 910, 1152, 1190]
sudoku-answer-cell: 7: [1358, 2078, 1376, 2096]
sudoku-cell[interactable]: [1171, 1884, 1206, 1919]
sudoku-answer-cell: 6: [1412, 2168, 1430, 2186]
sudoku-cell[interactable]: [1240, 1746, 1275, 1781]
address-line-2: ବି-୧୫, ଉଦ୍ୟୋଗ ବିହାର, ଭୁବନେଶ୍ୱର-୭୫୧୦୧୦: [1218, 1307, 1436, 1321]
kirani-author: -ନାରାୟଣ ସାହୁ: [257, 1616, 322, 1630]
sudoku-cell[interactable]: [1344, 1780, 1379, 1815]
headline-3: ବଦଳି ଋତୁ: [624, 1657, 862, 1727]
page-bottom-rule: [6, 2318, 1492, 2320]
jilla-diary-label: ଜିଲା ଡାଏରୀ: [8, 690, 208, 730]
sudoku-cell[interactable]: [1206, 1988, 1241, 2023]
sudoku-answer-cell: 5: [1322, 2168, 1340, 2186]
sudoku-cell[interactable]: [1206, 1780, 1241, 1815]
sudoku-answer-cell: 6: [1340, 2114, 1358, 2132]
sudoku-answer-cell: 1: [1448, 2150, 1466, 2168]
divider-2: [338, 1650, 1148, 1652]
